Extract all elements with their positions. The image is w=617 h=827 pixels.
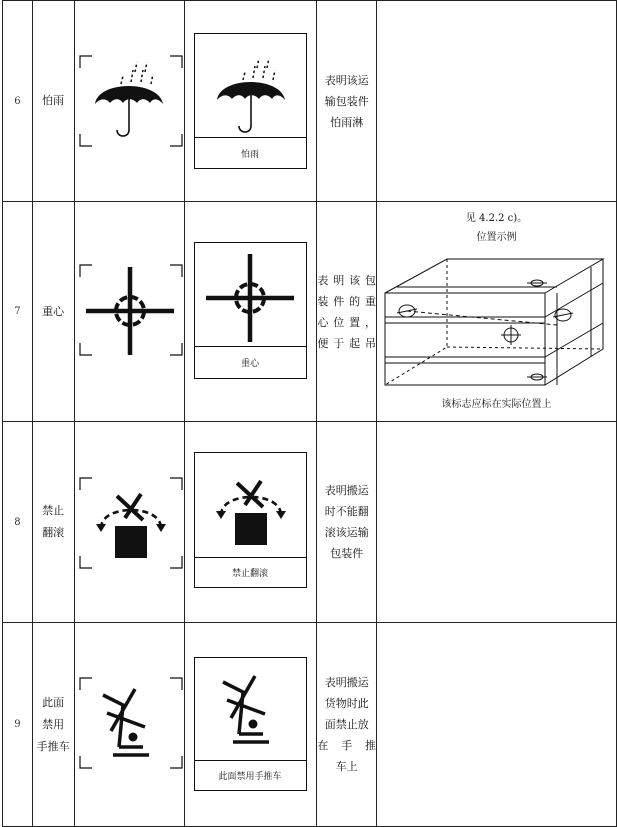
umbrella-rain-icon [195,34,306,138]
label-caption: 怕雨 [195,137,306,168]
description-line: 滚该运输 [324,526,369,539]
symbol-cell [74,623,184,827]
description-line: 表明搬运 [324,676,369,689]
sign-name-line: 手推车 [36,739,70,753]
row-number: 9 [3,623,33,827]
label-caption: 禁止翻滚 [195,557,306,587]
label-sample [194,657,307,791]
sign-name-line: 怕雨 [42,94,65,107]
description-line: 表明该运 [324,73,369,87]
note-cell [377,422,617,623]
note-cell [377,623,617,827]
description-line: 便于起吊 [317,336,377,350]
note-cell [377,1,617,202]
description-line: 时不能翻 [324,505,369,518]
label-sample-cell [184,1,317,202]
label-sample-cell [184,202,317,422]
symbol-cell [74,422,184,623]
description-line: 表明搬运 [324,484,369,497]
row-number: 6 [3,1,33,202]
table-row [3,1,617,202]
label-sample-cell [184,422,317,623]
note-footer: 该标志应标在实际位置上 [441,399,552,410]
description-cell [317,422,377,623]
description-line: 货物时此 [324,697,369,710]
marking-table [2,0,617,827]
sign-name-line: 此面 [42,695,65,709]
umbrella-rain-icon [75,1,184,201]
label-sample-cell [184,623,317,827]
table-row [3,623,617,827]
label-caption: 重心 [195,346,306,378]
label-caption: 此面禁用手推车 [195,760,306,790]
description-line: 包装件 [330,547,364,560]
description-line: 心位置， [317,315,377,329]
description-cell [317,623,377,827]
symbol-cell [74,1,184,202]
sign-name [32,623,74,827]
label-sample [194,33,307,169]
sign-name [32,422,74,623]
row-number: 7 [3,202,33,422]
description-line: 怕雨淋 [330,115,364,129]
table-row [3,202,617,422]
description-cell [317,1,377,202]
sign-name-line: 禁止 [42,504,65,517]
label-sample [194,452,307,588]
no-hand-truck-icon [195,658,306,762]
do-not-roll-icon [195,453,306,559]
sign-name-line: 禁用 [42,717,65,731]
description-line: 表明该包 [317,273,377,287]
note-cell [377,202,617,422]
description-line: 输包装件 [324,94,369,108]
symbol-cell [74,202,184,422]
label-sample [194,242,307,379]
sign-name [32,1,74,202]
row-number: 8 [3,422,33,623]
description-cell [317,202,377,422]
sign-name-line: 翻滚 [42,526,65,539]
center-of-gravity-icon [195,243,306,349]
center-of-gravity-icon [75,202,184,421]
description-line: 在手推 [317,739,377,752]
description-line: 车上 [335,760,358,773]
do-not-roll-icon [75,422,184,622]
description-line: 面禁止放 [324,718,369,731]
sign-name [32,202,74,422]
note-reference: 见 4.2.2 c)。 [465,213,528,224]
no-hand-truck-icon [75,623,184,826]
sign-name-line: 重心 [42,304,65,318]
note-example-label: 位置示例 [476,232,517,243]
table-row [3,422,617,623]
description-line: 装件的重 [317,294,377,308]
crate-position-diagram [377,253,605,393]
